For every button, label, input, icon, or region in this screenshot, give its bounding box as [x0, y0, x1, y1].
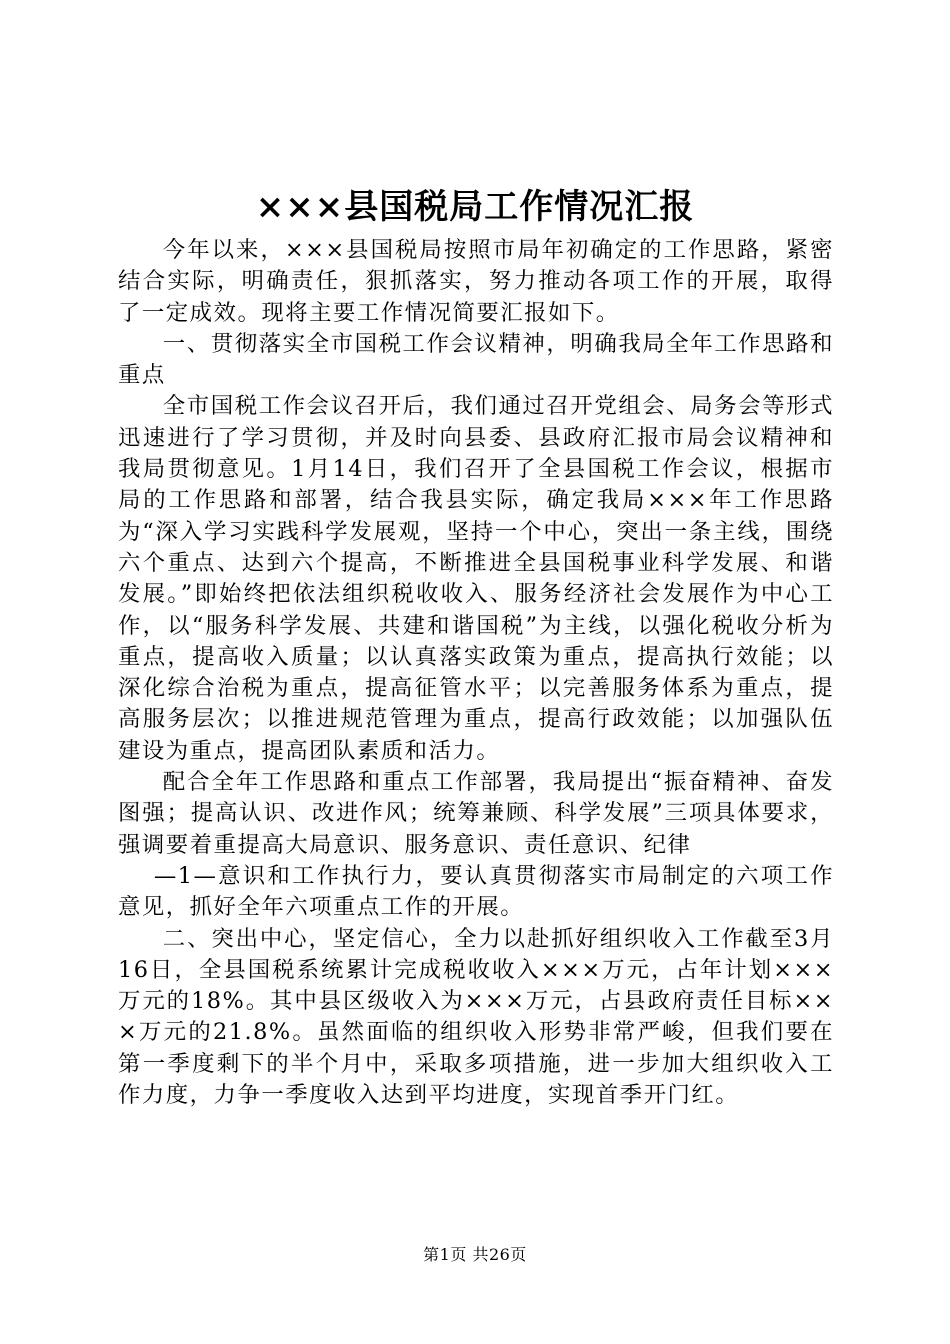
section-heading-1: 一、贯彻落实全市国税工作会议精神，明确我局全年工作思路和重点 [118, 330, 834, 389]
section-paragraph-2: 二、突出中心，坚定信心，全力以赴抓好组织收入工作截至3月16日，全县国税系统累计完成税收收入×××万元，占年计划×××万元的18%。其中县区级收入为×××万元，占县政府责任目标×××万元的21.8%。虽然面临的组织收入形势非常严峻，但我们要在第一季度剩下的半个月中，采取多项措施，进一步加大组织收入工作力度，力争一季度收入达到平均进度，实现首季开门红。 [118, 925, 834, 1109]
document-body [118, 235, 834, 1111]
document-title: ×××县国税局工作情况汇报 [255, 187, 695, 227]
body-paragraph: —1—意识和工作执行力，要认真贯彻落实市局制定的六项工作意见，抓好全年六项重点工作的开展。 [118, 862, 834, 921]
intro-paragraph: 今年以来，×××县国税局按照市局年初确定的工作思路，紧密结合实际，明确责任，狠抓落实，努力推动各项工作的开展，取得了一定成效。现将主要工作情况简要汇报如下。 [118, 237, 834, 326]
page-number-footer: 第1页 共26页 [423, 1245, 527, 1264]
body-paragraph: 全市国税工作会议召开后，我们通过召开党组会、局务会等形式迅速进行了学习贯彻，并及时向县委、县政府汇报市局会议精神和我局贯彻意见。1月14日，我们召开了全县国税工作会议，根据市局的工作思路和部署，结合我县实际，确定我局×××年工作思路为“深入学习实践科学发展观，坚持一个中心，突出一条主线，围绕六个重点、达到六个提高，不断推进全县国税事业科学发展、和谐发展。”即始终把依法组织税收收入、服务经济社会发展作为中心工作，以“服务科学发展、共建和谐国税”为主线，以强化税收分析为重点，提高收入质量；以认真落实政策为重点，提高执行效能；以深化综合治税为重点，提高征管水平；以完善服务体系为重点，提高服务层次；以推进规范管理为重点，提高行政效能；以加强队伍建设为重点，提高团队素质和活力。 [118, 393, 834, 764]
body-paragraph: 配合全年工作思路和重点工作部署，我局提出“振奋精神、奋发图强；提高认识、改进作风；统筹兼顾、科学发展”三项具体要求，强调要着重提高大局意识、服务意识、责任意识、纪律 [118, 769, 834, 858]
